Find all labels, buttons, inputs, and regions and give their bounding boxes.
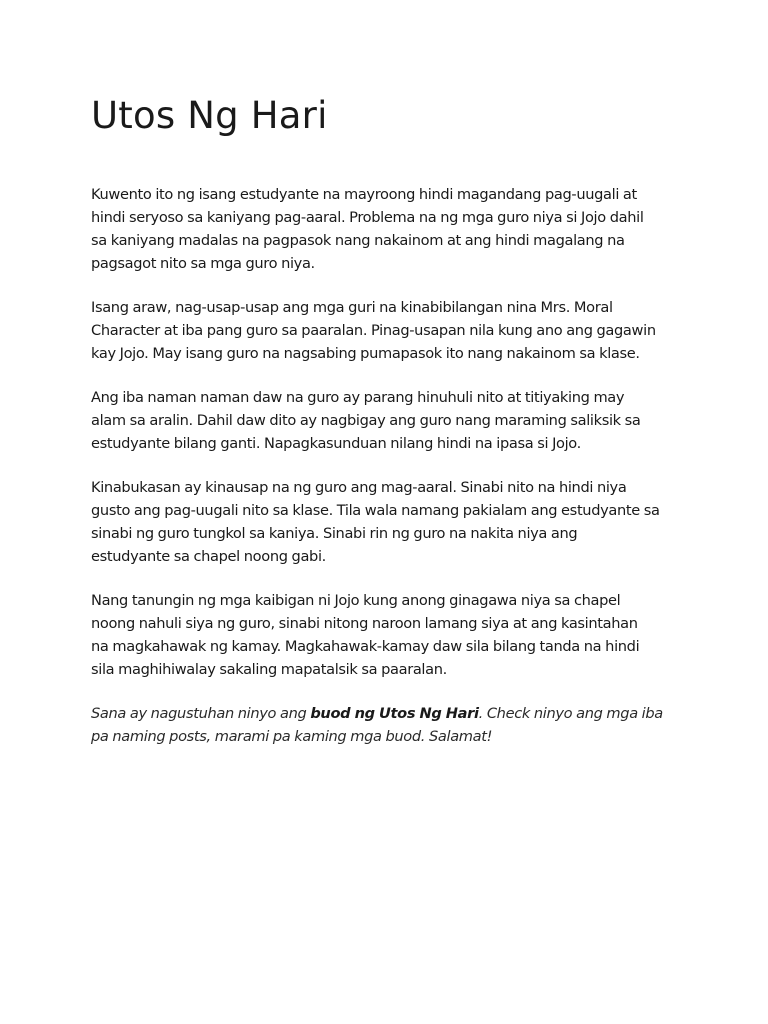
closing-text: . Check ninyo ang mga iba bbox=[478, 705, 663, 722]
paragraph-line: noong nahuli siya ng guro, sinabi nitong naroon lamang siya at ang kasintahan bbox=[91, 615, 638, 632]
paragraph-line: na magkahawak ng kamay. Magkahawak-kamay daw sila bilang tanda na hindi bbox=[91, 638, 640, 655]
document-title: Utos Ng Hari bbox=[91, 94, 328, 137]
paragraph-line: sa kaniyang madalas na pagpasok nang nakainom at ang hindi magalang na bbox=[91, 232, 625, 249]
paragraph-line: Ang iba naman naman daw na guro ay parang hinuhuli nito at titiyaking may bbox=[91, 389, 625, 406]
document-body bbox=[91, 183, 691, 769]
paragraph-1 bbox=[91, 183, 691, 275]
paragraph-3 bbox=[91, 386, 691, 455]
closing-text: Sana ay nagustuhan ninyo ang bbox=[91, 705, 311, 722]
paragraph-line: alam sa aralin. Dahil daw dito ay nagbigay ang guro nang maraming saliksik sa bbox=[91, 412, 641, 429]
closing-line-2: pa naming posts, marami pa kaming mga buod. Salamat! bbox=[91, 728, 493, 745]
paragraph-4 bbox=[91, 476, 691, 568]
paragraph-line: Isang araw, nag-usap-usap ang mga guri na kinabibilangan nina Mrs. Moral bbox=[91, 299, 613, 316]
paragraph-line: Kinabukasan ay kinausap na ng guro ang mag-aaral. Sinabi nito na hindi niya bbox=[91, 479, 627, 496]
paragraph-line: estudyante sa chapel noong gabi. bbox=[91, 548, 326, 565]
paragraph-line: gusto ang pag-uugali nito sa klase. Tila wala namang pakialam ang estudyante sa bbox=[91, 502, 660, 519]
paragraph-line: pagsagot nito sa mga guro niya. bbox=[91, 255, 315, 272]
paragraph-5 bbox=[91, 589, 691, 681]
paragraph-line: sila maghihiwalay sakaling mapatalsik sa paaralan. bbox=[91, 661, 447, 678]
paragraph-line: Character at iba pang guro sa paaralan. Pinag-usapan nila kung ano ang gagawin bbox=[91, 322, 656, 339]
paragraph-line: kay Jojo. May isang guro na nagsabing pumapasok ito nang nakainom sa klase. bbox=[91, 345, 640, 362]
paragraph-line: hindi seryoso sa kaniyang pag-aaral. Problema na ng mga guro niya si Jojo dahil bbox=[91, 209, 644, 226]
closing-emphasis: buod ng Utos Ng Hari bbox=[310, 705, 479, 722]
closing-line-1 bbox=[91, 702, 691, 725]
paragraph-line: Nang tanungin ng mga kaibigan ni Jojo kung anong ginagawa niya sa chapel bbox=[91, 592, 621, 609]
paragraph-2 bbox=[91, 296, 691, 365]
closing-paragraph bbox=[91, 702, 691, 748]
paragraph-line: estudyante bilang ganti. Napagkasunduan nilang hindi na ipasa si Jojo. bbox=[91, 435, 581, 452]
paragraph-line: Kuwento ito ng isang estudyante na mayroong hindi magandang pag-uugali at bbox=[91, 186, 637, 203]
paragraph-line: sinabi ng guro tungkol sa kaniya. Sinabi rin ng guro na nakita niya ang bbox=[91, 525, 578, 542]
